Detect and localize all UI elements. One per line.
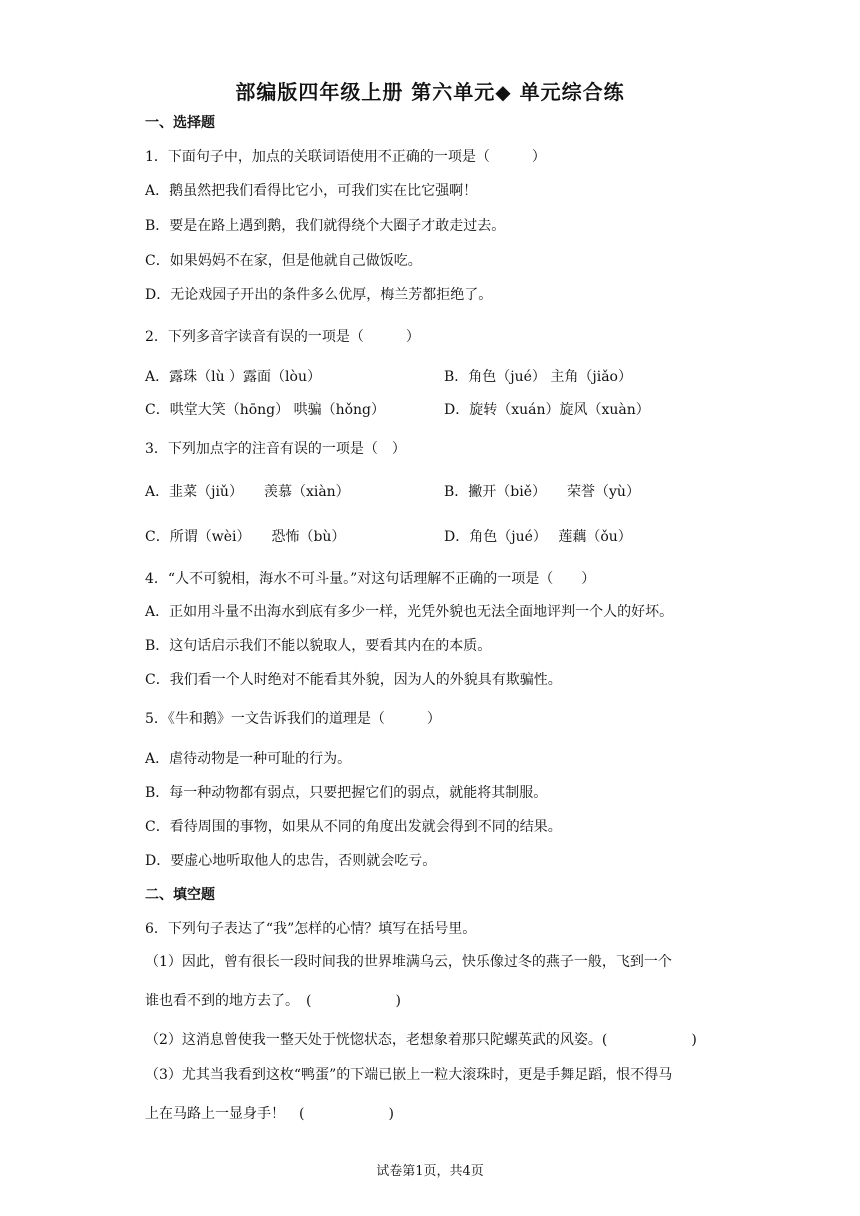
question-6-sentence-3: （3）尤其当我看到这枚“鸭蛋”的下端已嵌上一粒大滚珠时，更是手舞足蹈，恨不得马	[145, 1067, 673, 1083]
question-2-option-d: D．旋转（xuán）旋风（xuàn）	[444, 402, 650, 418]
question-1-option-b: B．要是在路上遇到鹅，我们就得绕个大圈子才敢走过去。	[145, 218, 506, 234]
question-6-stem: 6．下列句子表达了“我”怎样的心情？填写在括号里。	[145, 921, 477, 937]
question-5-option-c: C．看待周围的事物，如果从不同的角度出发就会得到不同的结果。	[145, 819, 562, 835]
question-2-option-a: A．露珠（lù ）露面（lòu）	[145, 369, 321, 385]
question-5-option-a: A．虐待动物是一种可耻的行为。	[145, 751, 352, 767]
question-4-option-b: B．这句话启示我们不能以貌取人，要看其内在的本质。	[145, 638, 492, 654]
question-3-option-a: A．韭菜（jiǔ） 羡慕（xiàn）	[145, 484, 350, 500]
section-heading-choice: 一、选择题	[145, 115, 215, 131]
question-6-sentence-1-blank: 谁也看不到的地方去了。 ( )	[145, 993, 401, 1009]
page-footer: 试卷第1页，共4页	[376, 1164, 484, 1179]
question-3-option-c: C．所谓（wèi） 恐怖（bù）	[145, 529, 346, 545]
question-6-sentence-2: （2）这消息曾使我一整天处于恍惚状态，老想象着那只陀螺英武的风姿。( )	[145, 1032, 697, 1048]
question-6-sentence-1: （1）因此，曾有很长一段时间我的世界堆满乌云，快乐像过冬的燕子一般，飞到一个	[145, 954, 672, 970]
question-2-option-c: C．哄堂大笑（hōng） 哄骗（hǒng）	[145, 402, 386, 418]
question-4-stem: 4．“人不可貌相，海水不可斗量。”对这句话理解不正确的一项是（ ）	[145, 571, 596, 587]
question-4-option-c: C．我们看一个人时绝对不能看其外貌，因为人的外貌具有欺骗性。	[145, 672, 562, 688]
question-5-stem: 5．《牛和鹅》一文告诉我们的道理是（ ）	[145, 711, 441, 727]
question-6-sentence-3-blank: 上在马路上一显身手！ ( )	[145, 1106, 394, 1122]
section-heading-fill: 二、填空题	[145, 887, 215, 903]
question-4-option-a: A．正如用斗量不出海水到底有多少一样，光凭外貌也无法全面地评判一个人的好坏。	[145, 604, 674, 620]
question-1-option-a: A．鹅虽然把我们看得比它小，可我们实在比它强啊！	[145, 183, 478, 199]
page-title: 部编版四年级上册 第六单元◆ 单元综合练	[235, 80, 625, 104]
question-1-stem: 1．下面句子中，加点的关联词语使用不正确的一项是（ ）	[145, 149, 546, 165]
question-3-option-d: D．角色（jué） 莲藕（ǒu）	[444, 529, 632, 545]
question-5-option-b: B．每一种动物都有弱点，只要把握它们的弱点，就能将其制服。	[145, 785, 548, 801]
question-3-stem: 3．下列加点字的注音有误的一项是（ ）	[145, 441, 406, 457]
question-3-option-b: B．撇开（biě） 荣誉（yù）	[444, 484, 640, 500]
question-5-option-d: D．要虚心地听取他人的忠告，否则就会吃亏。	[145, 853, 437, 869]
question-2-option-b: B．角色（jué） 主角（jiǎo）	[444, 369, 632, 385]
question-1-option-c: C．如果妈妈不在家，但是他就自己做饭吃。	[145, 253, 422, 269]
question-1-option-d: D．无论戏园子开出的条件多么优厚，梅兰芳都拒绝了。	[145, 287, 493, 303]
question-2-stem: 2．下列多音字读音有误的一项是（ ）	[145, 329, 420, 345]
